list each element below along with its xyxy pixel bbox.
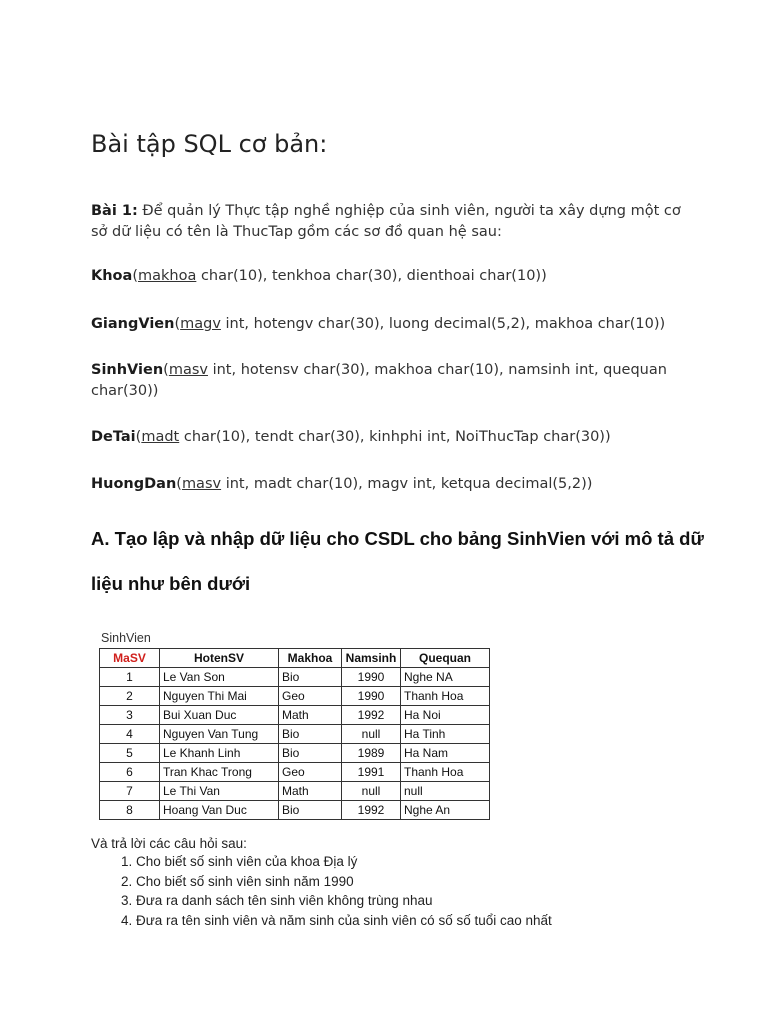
cell-makhoa: Bio — [279, 744, 342, 763]
cell-hotensv: Nguyen Van Tung — [160, 725, 279, 744]
cell-makhoa: Math — [279, 706, 342, 725]
list-item: 4. Đưa ra tên sinh viên và năm sinh của sinh viên có số số tuổi cao nhất — [136, 911, 736, 931]
cell-quequan: Ha Tinh — [401, 725, 490, 744]
sinhvien-table — [99, 648, 490, 820]
table-row — [100, 687, 490, 706]
header-hotensv: HotenSV — [160, 649, 279, 668]
cell-namsinh: 1990 — [342, 687, 401, 706]
cell-makhoa: Geo — [279, 763, 342, 782]
table-row — [100, 782, 490, 801]
cell-namsinh: 1989 — [342, 744, 401, 763]
section-a-heading-line2: liệu như bên dưới — [91, 573, 251, 594]
cell-namsinh: 1992 — [342, 706, 401, 725]
cell-masv: 1 — [100, 668, 160, 687]
cell-quequan: Ha Nam — [401, 744, 490, 763]
cell-hotensv: Bui Xuan Duc — [160, 706, 279, 725]
relation-name: DeTai — [91, 429, 136, 445]
table-row — [100, 744, 490, 763]
list-item: 1. Cho biết số sinh viên của khoa Địa lý — [136, 852, 736, 872]
cell-masv: 8 — [100, 801, 160, 820]
cell-masv: 3 — [100, 706, 160, 725]
primary-key: madt — [141, 429, 180, 445]
cell-masv: 4 — [100, 725, 160, 744]
relation-name: Khoa — [91, 268, 133, 284]
section-a-heading-line1: A. Tạo lập và nhập dữ liệu cho CSDL cho bảng SinhVien với mô tả dữ — [91, 528, 704, 549]
cell-namsinh: 1991 — [342, 763, 401, 782]
cell-makhoa: Bio — [279, 668, 342, 687]
cell-makhoa: Bio — [279, 725, 342, 744]
relation-attributes: int, hotensv char(30), makhoa char(10), namsinh int, quequan char(30)) — [91, 362, 667, 399]
relation-paren: ( — [135, 429, 142, 445]
cell-makhoa: Geo — [279, 687, 342, 706]
header-makhoa: Makhoa — [279, 649, 342, 668]
cell-quequan: null — [401, 782, 490, 801]
cell-masv: 2 — [100, 687, 160, 706]
exercise-text: Để quản lý Thực tập nghề nghiệp của sinh viên, người ta xây dựng một cơ sở dữ liệu có tên là ThucTap gồm các sơ đồ quan hệ sau: — [91, 203, 681, 240]
relation-attributes: int, madt char(10), magv int, ketqua decimal(5,2)) — [221, 476, 593, 492]
table-row — [100, 706, 490, 725]
cell-makhoa: Bio — [279, 801, 342, 820]
cell-namsinh: 1990 — [342, 668, 401, 687]
cell-hotensv: Le Khanh Linh — [160, 744, 279, 763]
relation-paren: ( — [176, 476, 182, 492]
primary-key: masv — [181, 476, 222, 492]
header-quequan: Quequan — [401, 649, 490, 668]
primary-key: masv — [168, 362, 208, 378]
questions-intro: Và trả lời các câu hỏi sau: — [91, 836, 247, 851]
cell-hotensv: Le Van Son — [160, 668, 279, 687]
cell-quequan: Nghe NA — [401, 668, 490, 687]
primary-key: magv — [180, 316, 221, 332]
relation-attributes: char(10), tendt char(30), kinhphi int, NoiThucTap char(30)) — [179, 429, 611, 445]
exercise-paragraph — [91, 201, 691, 243]
table-row — [100, 763, 490, 782]
cell-hotensv: Tran Khac Trong — [160, 763, 279, 782]
relation-name: HuongDan — [91, 476, 177, 492]
cell-masv: 7 — [100, 782, 160, 801]
table-row — [100, 725, 490, 744]
table-caption: SinhVien — [101, 631, 151, 645]
cell-namsinh: null — [342, 782, 401, 801]
primary-key: makhoa — [137, 268, 197, 284]
table-row — [100, 801, 490, 820]
list-item: 3. Đưa ra danh sách tên sinh viên không trùng nhau — [136, 891, 736, 911]
relation-name: GiangVien — [91, 316, 175, 332]
cell-makhoa: Math — [279, 782, 342, 801]
cell-masv: 6 — [100, 763, 160, 782]
relation-attributes: char(10), tenkhoa char(30), dienthoai char(10)) — [196, 268, 547, 284]
cell-quequan: Ha Noi — [401, 706, 490, 725]
cell-masv: 5 — [100, 744, 160, 763]
page-title: Bài tập SQL cơ bản: — [91, 130, 328, 158]
relation-paren: ( — [174, 316, 181, 332]
relation-giangvien — [91, 314, 691, 335]
cell-quequan: Thanh Hoa — [401, 763, 490, 782]
cell-quequan: Thanh Hoa — [401, 687, 490, 706]
relation-sinhvien — [91, 360, 691, 402]
cell-quequan: Nghe An — [401, 801, 490, 820]
relation-paren: ( — [132, 268, 138, 284]
header-masv: MaSV — [100, 649, 160, 668]
relation-khoa — [91, 266, 691, 287]
cell-hotensv: Le Thi Van — [160, 782, 279, 801]
header-namsinh: Namsinh — [342, 649, 401, 668]
exercise-label: Bài 1: — [91, 203, 138, 219]
relation-attributes: int, hotengv char(30), luong decimal(5,2), makhoa char(10)) — [220, 316, 666, 332]
relation-paren: ( — [163, 362, 169, 378]
cell-namsinh: 1992 — [342, 801, 401, 820]
relation-name: SinhVien — [91, 362, 164, 378]
table-header-row — [100, 649, 490, 668]
relation-detai — [91, 427, 691, 448]
questions-list — [96, 852, 736, 930]
table-row — [100, 668, 490, 687]
cell-hotensv: Hoang Van Duc — [160, 801, 279, 820]
relation-huongdan — [91, 474, 691, 495]
cell-hotensv: Nguyen Thi Mai — [160, 687, 279, 706]
cell-namsinh: null — [342, 725, 401, 744]
list-item: 2. Cho biết số sinh viên sinh năm 1990 — [136, 872, 736, 892]
